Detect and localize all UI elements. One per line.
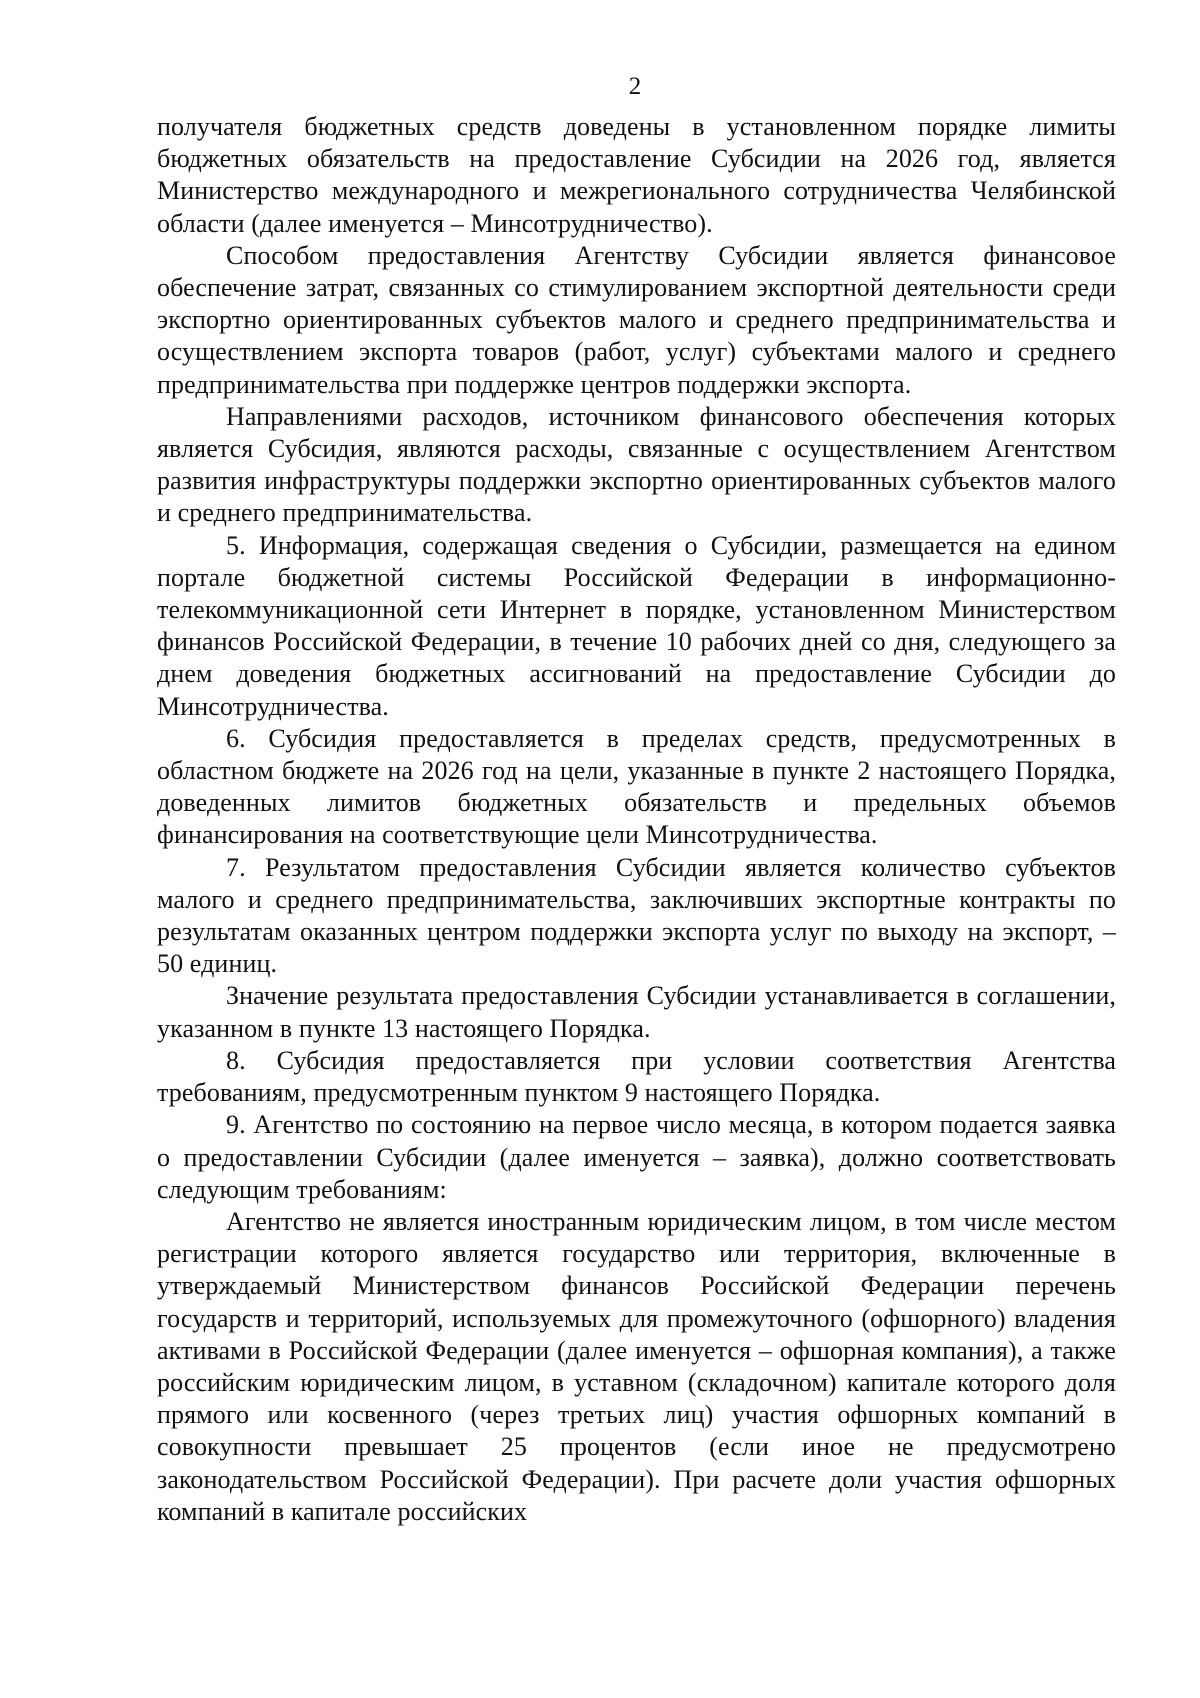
paragraph-agency-requirements: Агентство не является иностранным юридическим лицом, в том числе местом регистрации которого является государство или территория, включенные в утверждаемый Министерством финансов Российской Федерации перечень государств и территорий, используемых для промежуточного (офшорного) владения активами в Российской Федерации (далее именуется – офшорная компания), а также российским юридическим лицом, в уставном (складочном) капитале которого доля прямого или косвенного (через третьих лиц) участия офшорных компаний в совокупности превышает 25 процентов (если иное не предусмотрено законодательством Российской Федерации). При расчете доли участия офшорных компаний в капитале российских <box>157 1206 1116 1526</box>
paragraph-subsidy-method: Способом предоставления Агентству Субсидии является финансовое обеспечение затрат, связанных со стимулированием экспортной деятельности среди экспортно ориентированных субъектов малого и среднего предпринимательства и осуществлением экспорта товаров (работ, услуг) субъектами малого и среднего предпринимательства при поддержке центров поддержки экспорта. <box>157 240 1116 399</box>
paragraph-expense-directions: Направлениями расходов, источником финансового обеспечения которых является Субсидия, являются расходы, связанные с осуществлением Агентством развития инфраструктуры поддержки экспортно ориентированных субъектов малого и среднего предпринимательства. <box>157 401 1116 528</box>
paragraph-item-8: 8. Субсидия предоставляется при условии соответствия Агентства требованиям, предусмотренным пунктом 9 настоящего Порядка. <box>157 1045 1116 1108</box>
paragraph-continuation: получателя бюджетных средств доведены в установленном порядке лимиты бюджетных обязательств на предоставление Субсидии на 2026 год, является Министерство международного и межрегионального сотрудничества Челябинской области (далее именуется – Минсотрудничество). <box>157 112 1116 238</box>
paragraph-result-value: Значение результата предоставления Субсидии устанавливается в соглашении, указанном в пункте 13 настоящего Порядка. <box>157 981 1116 1043</box>
paragraph-item-7: 7. Результатом предоставления Субсидии является количество субъектов малого и среднего предпринимательства, заключивших экспортные контракты по результатам оказанных центром поддержки экспорта услуг по выходу на экспорт, – 50 единиц. <box>157 852 1116 979</box>
paragraph-item-5: 5. Информация, содержащая сведения о Субсидии, размещается на едином портале бюджетной системы Российской Федерации в информационно-телекоммуникационной сети Интернет в порядке, установленном Министерством финансов Российской Федерации, в течение 10 рабочих дней со дня, следующего за днем доведения бюджетных ассигнований на предоставление Субсидии до Минсотрудничества. <box>157 530 1116 721</box>
paragraph-item-9: 9. Агентство по состоянию на первое число месяца, в котором подается заявка о предоставлении Субсидии (далее именуется – заявка), должно соответствовать следующим требованиям: <box>157 1110 1116 1204</box>
paragraph-item-6: 6. Субсидия предоставляется в пределах средств, предусмотренных в областном бюджете на 2026 год на цели, указанные в пункте 2 настоящего Порядка, доведенных лимитов бюджетных обязательств и предельных объемов финансирования на соответствующие цели Минсотрудничества. <box>157 723 1116 850</box>
document-body <box>157 111 1116 1528</box>
page-number: 2 <box>628 73 642 100</box>
